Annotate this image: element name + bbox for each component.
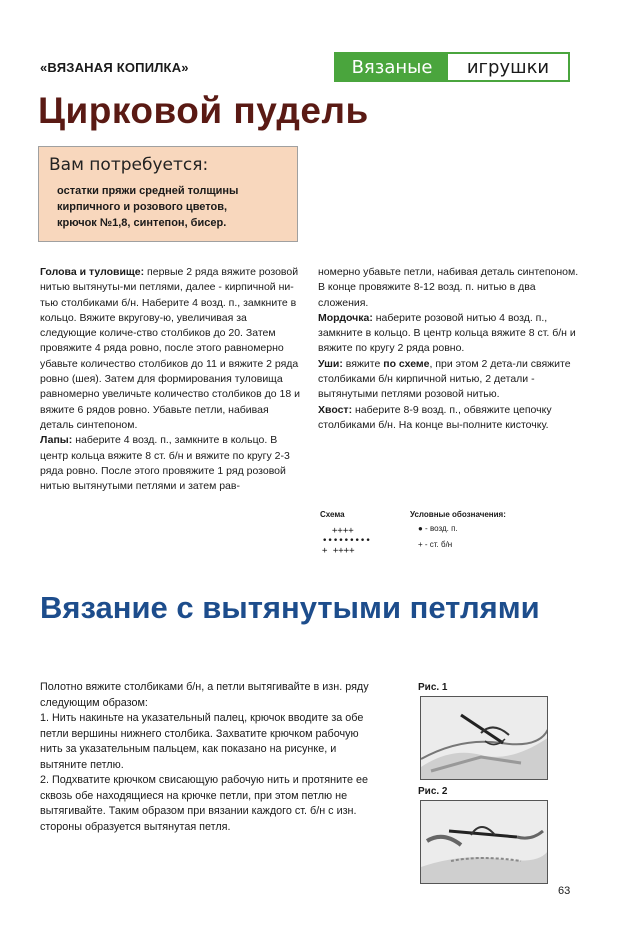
paragraph-step: 2. Подхватите крючком свисающую рабочую нить и протяните ее сквозь обе находящиеся на крючке петли, при этом петлю не вытягивайте. Таким образом при вязании каждого ст. б/н с изн. стороны образуется вытянутая петля.	[40, 774, 368, 833]
paragraph-heading: Лапы:	[40, 434, 73, 447]
figure-2-image	[420, 800, 548, 884]
scheme-row: ++++	[332, 526, 354, 536]
paragraph-text: наберите 8-9 возд. п., обвяжите цепочку столбиками б/н. На конце вы-полните кисточку.	[318, 403, 552, 431]
paragraph-tail	[318, 403, 580, 434]
right-column	[318, 265, 580, 433]
paragraph-muzzle	[318, 311, 580, 357]
paragraph-heading: Уши:	[318, 357, 343, 370]
figure-caption: Рис. 1	[418, 682, 448, 693]
figure-caption: Рис. 2	[418, 786, 448, 797]
section-tag-right: игрушки	[466, 56, 550, 78]
paragraph-text: , при этом 2 дета-ли свяжите столбиками б/н кирпичной нитью, 2 детали - вытянутыми петлями розовой нитью.	[318, 357, 571, 401]
paragraph-heading: Хвост:	[318, 403, 353, 416]
legend-item: + - ст. б/н	[418, 540, 453, 549]
paragraph-ears	[318, 357, 580, 403]
paragraph-text: наберите 4 возд. п., замкните в кольцо. В центр кольца вяжите 8 ст. б/н и вяжите по кругу 2-3 ряда ровно. После этого провяжите 1 ряд розовой нитью вытянутыми петлями и затем рав-	[40, 434, 290, 493]
bottom-column	[40, 680, 380, 835]
legend-title: Условные обозначения:	[410, 510, 506, 519]
knitting-hands-illustration	[421, 697, 548, 780]
paragraph-bold-inline: по схеме	[383, 357, 430, 370]
requirements-list	[49, 183, 287, 231]
paragraph-text: наберите розовой нитью 4 возд. п., замкните в кольцо. В центр кольца вяжите 8 ст. б/н и вяжите по кругу 2 ряда ровно.	[318, 311, 576, 355]
section-tag	[334, 52, 570, 82]
paragraph-step: 1. Нить накиньте на указательный палец, крючок вводите за обе петли вершины нижнего столбика. Захватите крючком рабочую нить за указательным пальцем, как показано на рисунке, и вытяните петлю.	[40, 712, 364, 771]
left-column	[40, 265, 302, 494]
requirements-line: остатки пряжи средней толщины	[57, 185, 239, 197]
page-number: 63	[558, 885, 571, 897]
paragraph-continued	[318, 265, 580, 311]
section-tag-left: Вязаные	[336, 54, 448, 80]
requirements-line: кирпичного и розового цветов,	[57, 201, 228, 213]
requirements-box	[38, 146, 298, 242]
paragraph-text: первые 2 ряда вяжите розовой нитью вытянуты-ми петлями, далее - кирпичной ни-тью столбиками б/н. Наберите 4 возд. п., замкните в кольцо. Вяжите вкругову-ю, увеличивая за следующие количе-ство столбиков до 20. Затем провяжите 4 ряда ровно, после этого равномерно убавьте количество столбиков до 11 и вяжите 2 ряда ровно (шея). Затем для формирования туловища равномерно увеличьте количество столбиков до 18 и вяжите 6 рядов ровно. Убавьте петли, набивая деталь синтепоном.	[40, 266, 300, 431]
scheme-row: + ++++	[322, 546, 355, 556]
series-title: «ВЯЗАНАЯ КОПИЛКА»	[40, 60, 189, 75]
knitting-hands-illustration	[421, 801, 548, 884]
paragraph-text: номерно убавьте петли, набивая деталь синтепоном. В конце провяжите 8-12 возд. п. нитью в два сложения.	[318, 266, 579, 309]
requirements-line: крючок №1,8, синтепон, бисер.	[57, 217, 227, 229]
figure-1-image	[420, 696, 548, 780]
paragraph-intro: Полотно вяжите столбиками б/н, а петли вытягивайте в изн. ряду следующим образом:	[40, 681, 369, 709]
scheme-row: •••••••••	[322, 536, 371, 546]
paragraph-heading: Голова и туловище:	[40, 266, 145, 278]
paragraph-heading: Мордочка:	[318, 311, 373, 324]
paragraph-text: вяжите	[342, 357, 384, 370]
scheme-label: Схема	[320, 510, 345, 519]
ear-scheme	[320, 510, 560, 560]
legend-item: ● - возд. п.	[418, 524, 458, 533]
paragraph-head-body	[40, 265, 302, 433]
article-title: Цирковой пудель	[38, 90, 369, 131]
section-title: Вязание с вытянутыми петлями	[40, 590, 540, 625]
paragraph-paws	[40, 433, 302, 494]
requirements-title: Вам потребуется:	[49, 155, 209, 175]
